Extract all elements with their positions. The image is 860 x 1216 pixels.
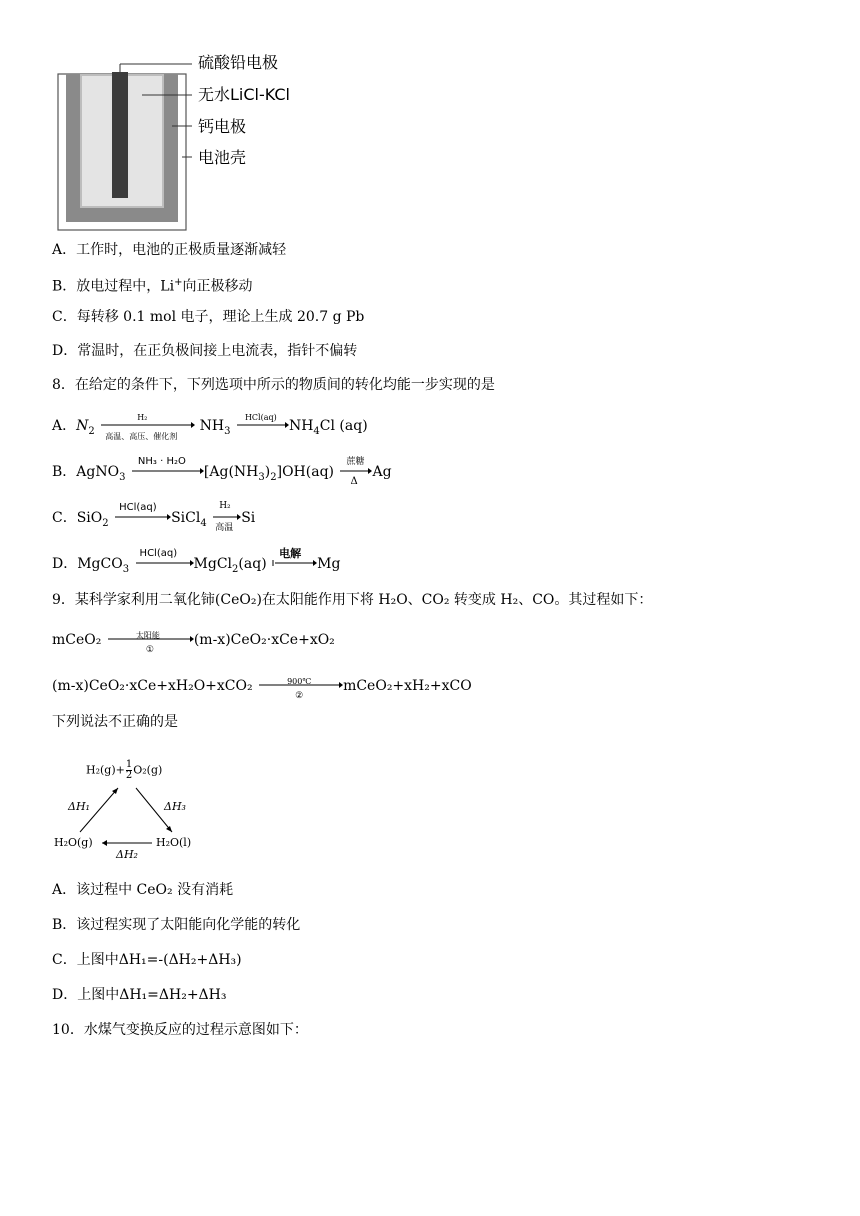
cycle-frac-den: 2 xyxy=(125,770,133,781)
cycle-top-post: O₂(g) xyxy=(133,763,163,777)
battery-figure xyxy=(52,44,292,234)
q8-c-s2: SiCl xyxy=(171,510,201,526)
q8-c-s1sub: 2 xyxy=(102,517,109,529)
q8-a-arrow2 xyxy=(235,412,289,440)
q8-a-prefix: A． xyxy=(52,418,77,434)
q8-b-arrow2-top: 蔗糖 xyxy=(346,457,365,467)
cycle-dh3: ΔH₃ xyxy=(164,800,186,813)
q8-a-s3: NH xyxy=(288,418,314,434)
q8-b-prefix: B．AgNO xyxy=(52,464,120,480)
q9-question: 下列说法不正确的是 xyxy=(52,714,178,730)
q8-b-s1sub: 3 xyxy=(119,471,126,483)
q8-option-b xyxy=(52,458,392,486)
q7-option-b xyxy=(52,273,252,297)
q8-c-arrow1-top: HCl(aq) xyxy=(119,502,157,513)
q10-stem: 10．水煤气变换反应的过程示意图如下： xyxy=(52,1022,308,1038)
q8-a-arrow1 xyxy=(99,412,195,440)
cycle-dh2: ΔH₂ xyxy=(116,848,138,861)
q8-c-s3: Si xyxy=(241,510,256,526)
q8-d-arrow2-top: 电解 xyxy=(279,547,302,560)
q9-eq2-bottom: ② xyxy=(295,691,304,701)
q9-stem: 9．某科学家利用二氧化铈(CeO₂)在太阳能作用下将 H₂O、CO₂ 转变成 H₂、CO。其过程如下： xyxy=(52,592,653,608)
q8-d-prefix: D．MgCO xyxy=(52,556,123,572)
q7-option-b-post: 向正极移动 xyxy=(182,278,253,295)
q9-equation-2 xyxy=(52,672,472,700)
q8-b-s2post: ) xyxy=(264,464,271,480)
q9-eq2-arrow xyxy=(257,672,343,700)
cycle-bottom-right: H₂O(l) xyxy=(156,836,192,849)
q8-b-arrow2 xyxy=(338,458,372,486)
q8-a-s1: N xyxy=(76,418,89,434)
cycle-top-text: H₂(g)+ xyxy=(86,763,125,777)
q8-c-arrow1 xyxy=(113,504,171,532)
label-lead-sulfate-electrode: 硫酸铅电极 xyxy=(198,53,279,72)
q8-a-s3sub: 4 xyxy=(313,425,320,437)
q7-option-a: A．工作时，电池的正极质量逐渐减轻 xyxy=(52,242,287,258)
q8-d-arrow1-top: HCl(aq) xyxy=(139,548,178,559)
q9-eq2-top: 900℃ xyxy=(287,677,312,686)
q7-option-d: D．常温时，在正负极间接上电流表，指针不偏转 xyxy=(52,343,358,359)
q9-eq1-top: 太阳能 xyxy=(135,631,160,640)
q8-d-s1sub: 3 xyxy=(122,563,130,575)
q8-b-s3: Ag xyxy=(372,464,392,480)
q8-b-s2sub: 3 xyxy=(258,471,265,483)
q9-eq2-left: (m-x)CeO₂·xCe+xH₂O+xCO₂ xyxy=(52,678,253,694)
q9-option-b: B．该过程实现了太阳能向化学能的转化 xyxy=(52,917,301,933)
q8-option-c xyxy=(52,501,256,533)
q8-c-arrow2 xyxy=(211,501,241,533)
q8-option-a xyxy=(52,412,368,440)
q8-a-s2: NH xyxy=(199,418,225,434)
label-electrolyte: 无水LiCl-KCl xyxy=(198,85,290,104)
q8-a-s1sub: 2 xyxy=(88,425,95,437)
q9-eq1-left: mCeO₂ xyxy=(52,632,102,648)
q9-eq1-bottom: ① xyxy=(145,645,154,655)
q9-eq1-right: (m-x)CeO₂·xCe+xO₂ xyxy=(193,632,335,648)
q8-d-s3: Mg xyxy=(317,556,341,572)
q8-a-arrow1-top: H₂ xyxy=(137,413,148,422)
q8-b-arrow2-bottom: Δ xyxy=(350,476,358,487)
q8-option-d xyxy=(52,547,341,578)
q8-d-s2sub: 2 xyxy=(232,563,239,575)
q8-c-arrow2-bottom: 高温 xyxy=(215,523,234,533)
q9-eq2-right: mCeO₂+xH₂+xCO xyxy=(343,678,472,694)
q8-a-s2sub: 3 xyxy=(224,425,231,437)
cycle-dh1: ΔH₁ xyxy=(68,800,90,813)
q8-c-arrow2-top: H₂ xyxy=(219,501,231,511)
q8-a-s3post: Cl (aq) xyxy=(319,418,368,434)
q8-stem: 8．在给定的条件下，下列选项中所示的物质间的转化均能一步实现的是 xyxy=(52,377,495,393)
q8-b-s2sub2: 2 xyxy=(270,471,277,483)
q8-b-s2post2: ]OH(aq) xyxy=(276,464,334,480)
cycle-bottom-left: H₂O(g) xyxy=(54,836,93,849)
q8-d-s2post: (aq) xyxy=(238,556,267,572)
q8-d-arrow2 xyxy=(271,547,317,578)
label-calcium-electrode: 钙电极 xyxy=(198,117,247,136)
label-battery-shell: 电池壳 xyxy=(198,148,247,167)
q9-option-c: C．上图中ΔH₁=-(ΔH₂+ΔH₃) xyxy=(52,952,242,968)
q8-d-s2: MgCl xyxy=(193,556,233,572)
q8-b-s2: [Ag(NH xyxy=(203,464,259,480)
q8-a-arrow1-bottom: 高温、高压、催化剂 xyxy=(105,432,178,441)
q9-eq1-arrow xyxy=(106,626,194,654)
q8-b-arrow1-top: NH₃ · H₂O xyxy=(137,456,186,467)
q7-option-b-pre: B．放电过程中，Li xyxy=(52,278,175,295)
q7-option-c: C．每转移 0.1 mol 电子，理论上生成 20.7 g Pb xyxy=(52,309,365,325)
enthalpy-cycle-diagram xyxy=(52,752,212,868)
q8-d-arrow1 xyxy=(134,550,194,578)
q8-b-arrow1 xyxy=(130,458,204,486)
q9-option-a: A．该过程中 CeO₂ 没有消耗 xyxy=(52,882,234,898)
cycle-frac-num: 1 xyxy=(125,759,133,770)
q8-c-s2sub: 4 xyxy=(200,517,207,529)
q9-option-d: D．上图中ΔH₁=ΔH₂+ΔH₃ xyxy=(52,987,227,1003)
q8-a-arrow2-top: HCl(aq) xyxy=(244,413,277,422)
q7-option-b-sup: + xyxy=(174,277,183,288)
q9-equation-1 xyxy=(52,626,335,654)
q8-c-prefix: C．SiO xyxy=(52,510,103,526)
